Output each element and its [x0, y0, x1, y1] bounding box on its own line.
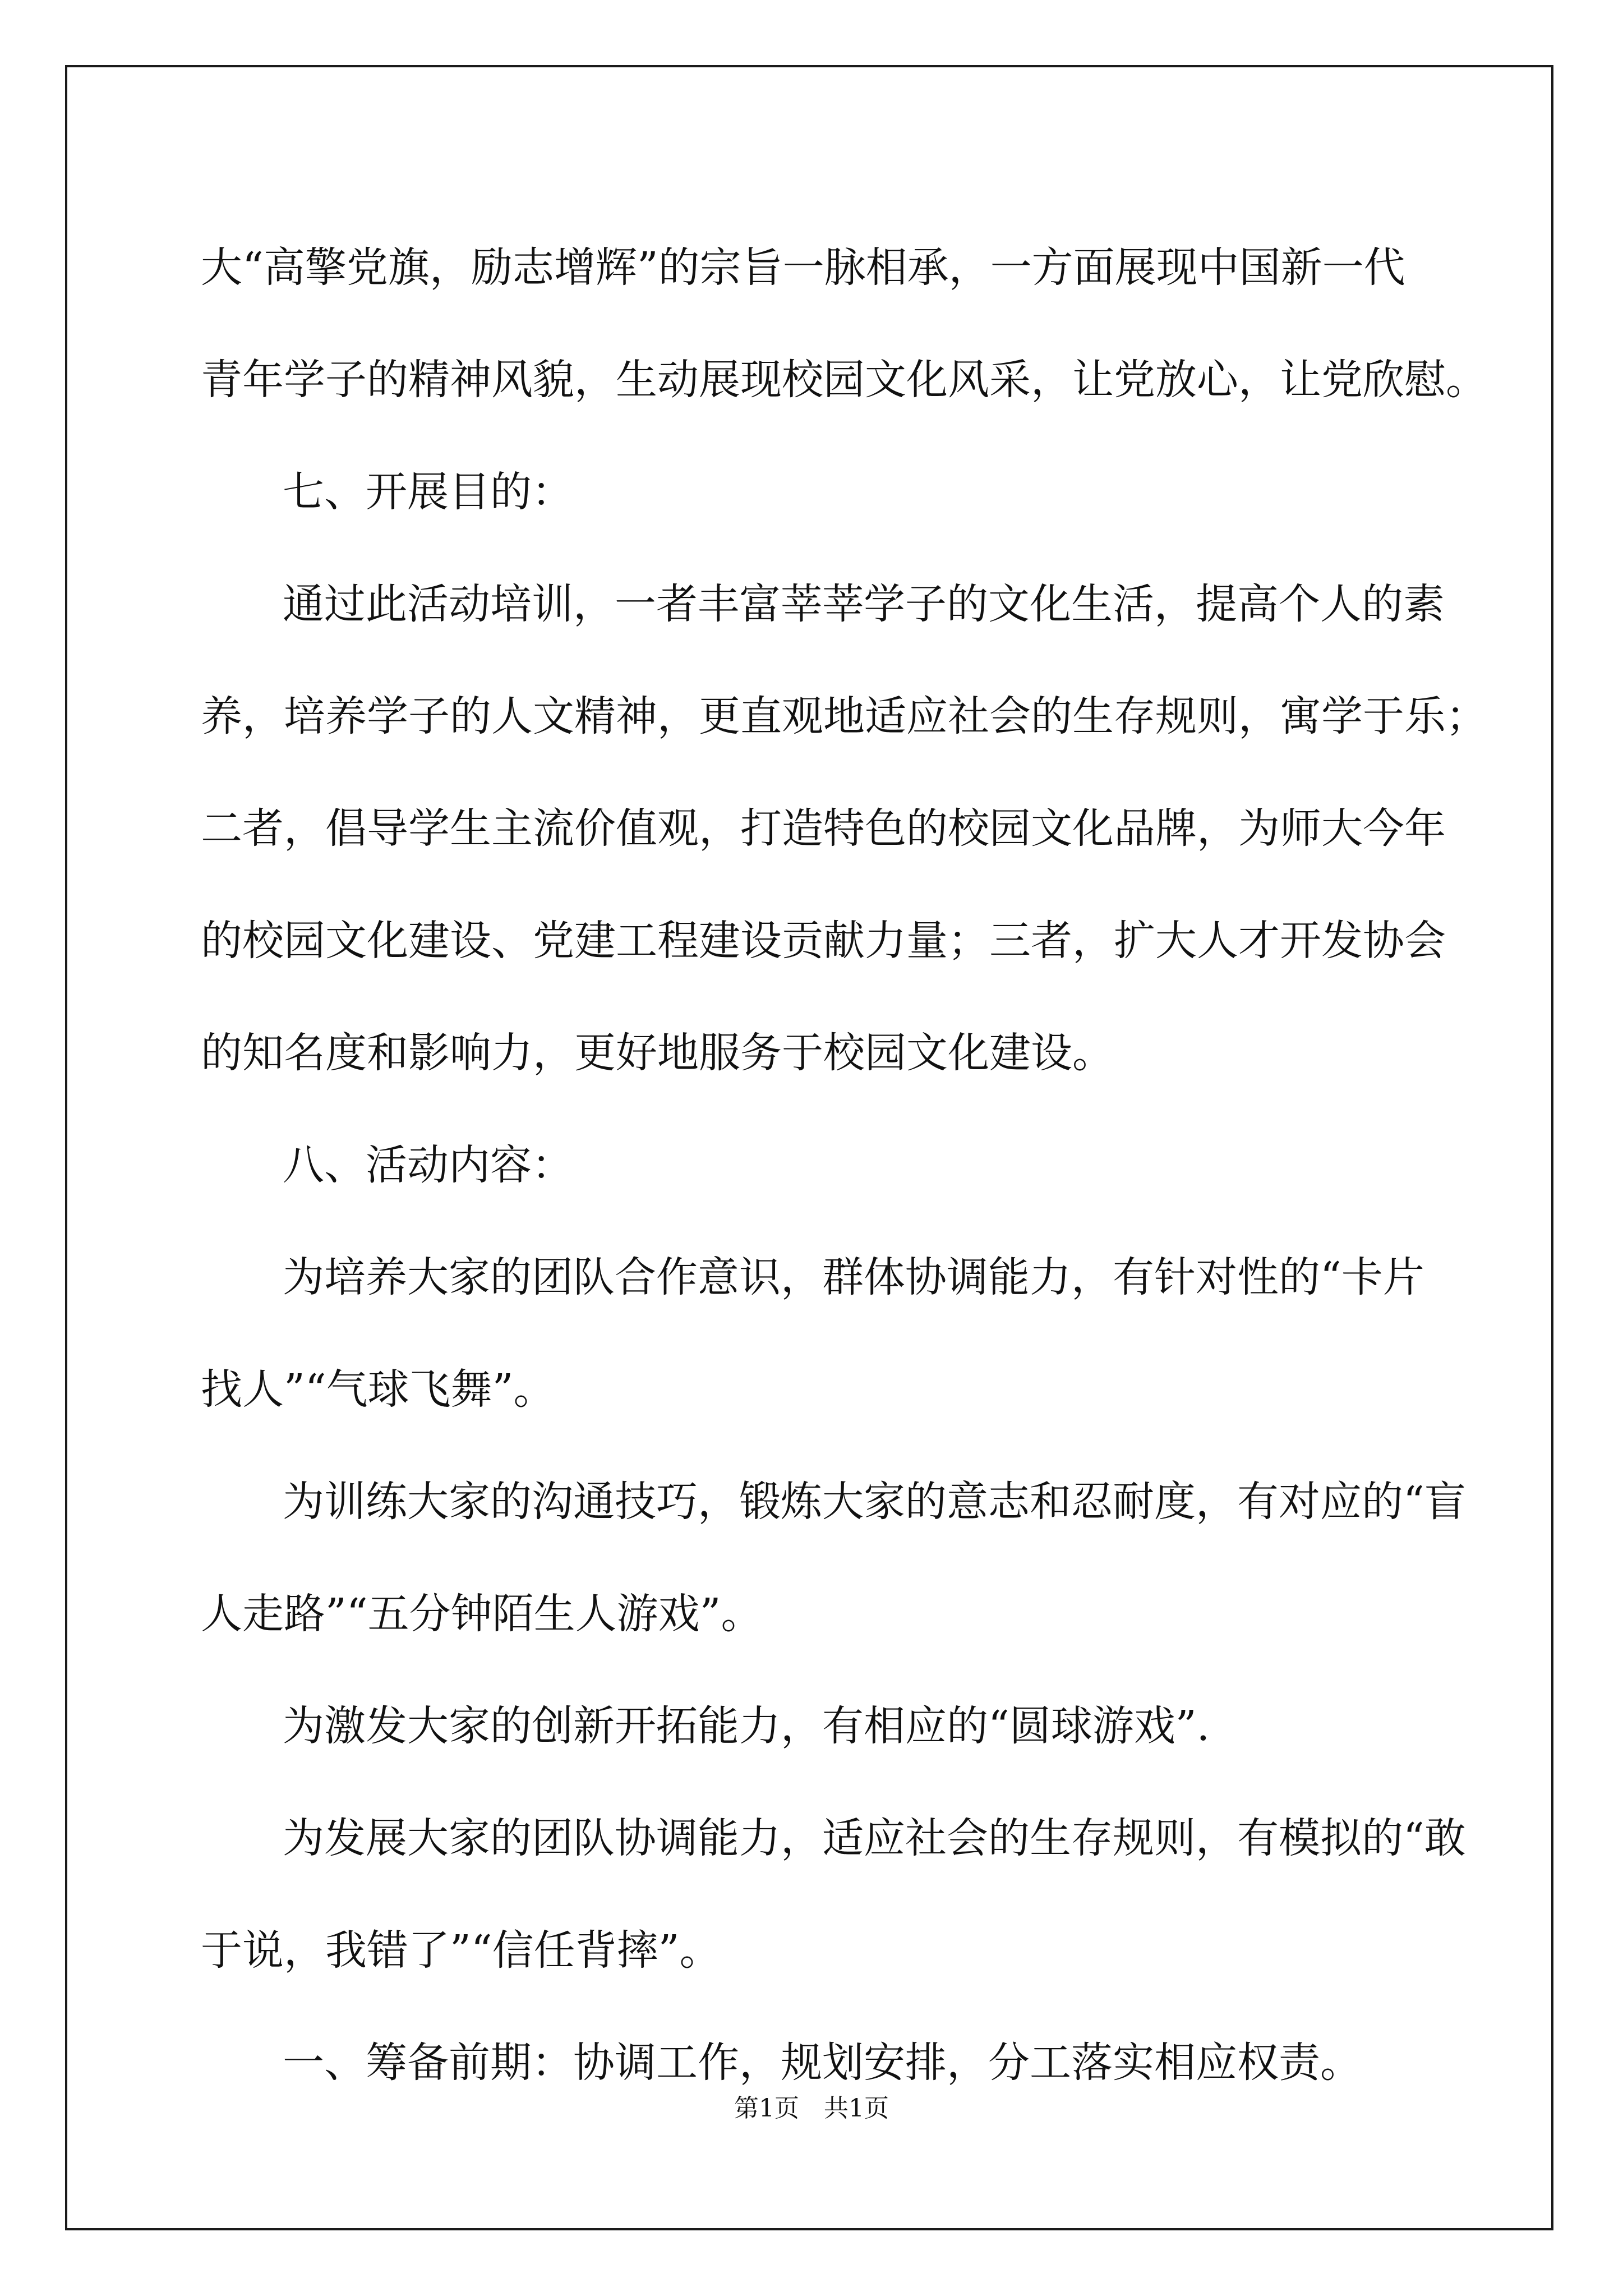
text-line-5: 养，培养学子的人文精神，更直观地适应社会的生存规则，寓学于乐；	[201, 692, 1487, 740]
text-line-13: 人走路”“五分钟陌生人游戏”。	[201, 1590, 763, 1638]
text-line-11: 找人”“气球飞舞”。	[201, 1365, 555, 1414]
page-number: 第1页	[734, 2094, 799, 2123]
page-footer	[0, 2088, 1623, 2124]
text-line-12: 为训练大家的沟通技巧，锻炼大家的意志和忍耐度，有对应的“盲	[283, 1478, 1466, 1526]
text-line-17: 一、筹备前期：协调工作，规划安排，分工落实相应权责。	[283, 2039, 1362, 2087]
page-total: 共1页	[824, 2094, 889, 2123]
document-body	[201, 211, 1487, 2119]
text-line-6: 二者，倡导学生主流价值观，打造特色的校园文化品牌，为师大今年	[201, 804, 1446, 853]
text-line-2: 青年学子的精神风貌，生动展现校园文化风采，让党放心，让党欣慰。	[201, 356, 1487, 404]
section-heading-8: 八、活动内容：	[283, 1141, 573, 1189]
text-line-7: 的校园文化建设、党建工程建设贡献力量；三者，扩大人才开发协会	[201, 917, 1446, 965]
text-line-15: 为发展大家的团队协调能力，适应社会的生存规则，有模拟的“敢	[283, 1814, 1466, 1862]
text-line-8: 的知名度和影响力，更好地服务于校园文化建设。	[201, 1029, 1114, 1077]
text-line-16: 于说，我错了”“信任背摔”。	[201, 1926, 721, 1975]
text-line-14: 为激发大家的创新开拓能力，有相应的“圆球游戏”.	[283, 1702, 1210, 1750]
text-line-10: 为培养大家的团队合作意识，群体协调能力，有针对性的“卡片	[283, 1253, 1424, 1301]
text-line-4: 通过此活动培训，一者丰富莘莘学子的文化生活，提高个人的素	[283, 580, 1445, 628]
text-line-1: 大“高擎党旗，励志增辉”的宗旨一脉相承，一方面展现中国新一代	[201, 243, 1405, 292]
section-heading-7: 七、开展目的：	[283, 468, 573, 516]
